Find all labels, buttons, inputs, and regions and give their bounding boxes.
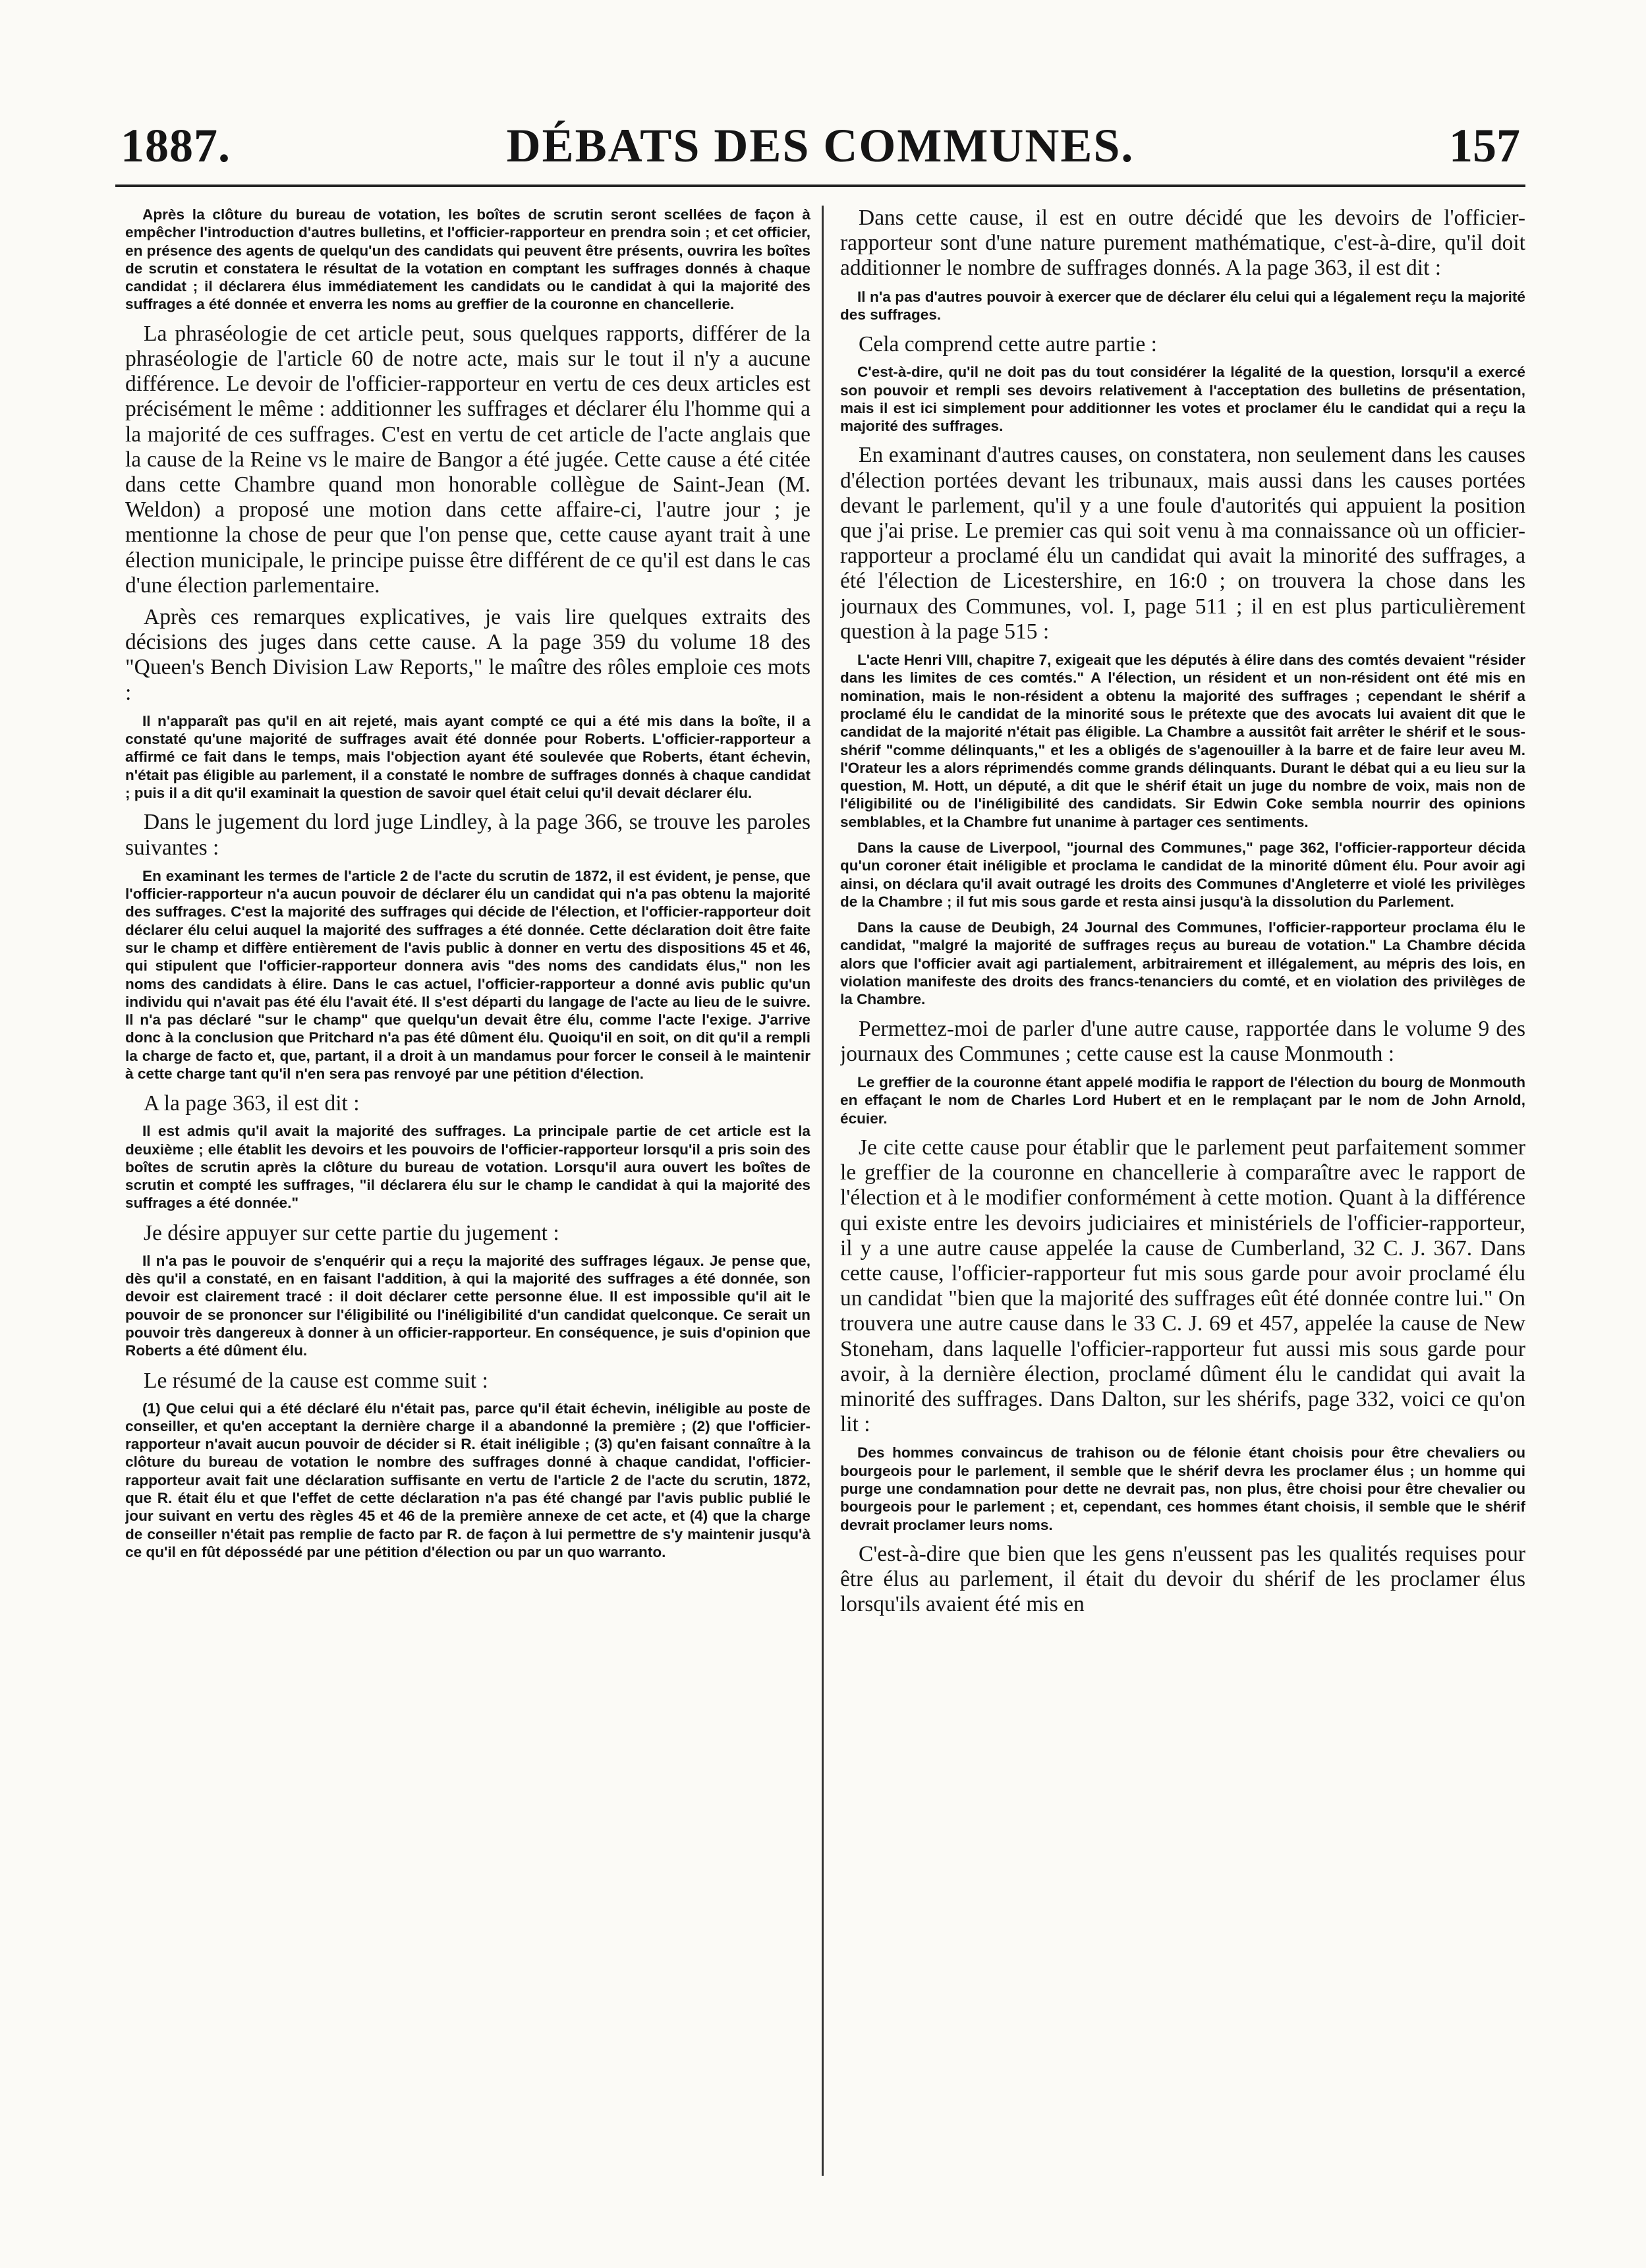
right-column [840,206,1525,2182]
body-paragraph: Après ces remarques explicatives, je vais lire quelques extraits des décisions des juges dans cette cause. A la page 359 du volume 18 des "Queen's Bench Division Law Reports," le maître des rôles emploie ces mots : [125,605,810,705]
column-divider [822,206,824,2176]
left-column [125,206,810,2182]
body-paragraph: A la page 363, il est dit : [144,1091,360,1116]
header-year: 1887. [121,119,231,172]
body-paragraph: La phraséologie de cet article peut, sous quelques rapports, différer de la phraséologie de l'article 60 de notre acte, mais sur le tout il n'y a aucune différence. Le devoir de l'officier-rapporteur en vertu de ces deux articles est précisément le même : additionner les suffrages et déclarer élu l'homme qui a la majorité de ces suffrages. C'est en vertu de cet article de l'acte anglais que la cause de la Reine vs le maire de Bangor a été jugée. Cette cause a été citée dans cette Chambre quand mon honorable collègue de Saint-Jean (M. Weldon) a proposé une motion dans cette affaire-ci, l'autre jour ; je mentionne la chose de peur que l'on pense que, cette cause ayant trait à une élection municipale, le principe puisse être différent de ce qu'il est dans le cas d'une élection parlementaire. [125,321,810,598]
body-paragraph: En examinant d'autres causes, on constatera, non seulement dans les causes d'élection portées devant les tribunaux, mais aussi dans les causes portées devant le parlement, qu'il y a une foule d'autorités qui appuient la position que j'ai prise. Le premier cas qui soit venu à ma connaissance où un officier-rapporteur a proclamé élu un candidat qui avait la minorité des suffrages, a été l'élection de Licestershire, en 16:0 ; on trouvera la chose dans les journaux des Communes, vol. I, page 511 ; il en est plus particulièrement question à la page 515 : [840,443,1525,644]
body-paragraph: Le résumé de la cause est comme suit : [144,1368,488,1393]
quote-paragraph: Il est admis qu'il avait la majorité des suffrages. La principale partie de cet article est la deuxième ; elle établit les devoirs et les pouvoirs de l'officier-rapporteur lorsqu'il a pris soin des boîtes de scrutin après la clôture du bureau de votation. Lorsqu'il aura ouvert les boîtes de scrutin et compté les suffrages, "il déclarera élu sur le champ le candidat à qui la majorité des suffrages a été donnée." [125,1123,810,1212]
header-title: DÉBATS DES COMMUNES. [506,119,1135,172]
body-paragraph: Dans le jugement du lord juge Lindley, à la page 366, se trouve les paroles suivantes : [125,810,810,860]
quote-paragraph: Dans la cause de Liverpool, "journal des Communes," page 362, l'officier-rapporteur décida qu'un coroner était inéligible et proclama le candidat de la minorité dûment élu. Pour avoir agi ainsi, on déclara qu'il avait outragé les droits des Communes d'Angleterre et violé les privilèges de la Chambre ; il fut mis sous garde et resta ainsi jusqu'à la dissolution du Parlement. [840,839,1525,910]
quote-paragraph: Il n'a pas d'autres pouvoir à exercer que de déclarer élu celui qui a légalement reçu la majorité des suffrages. [840,288,1525,323]
quote-paragraph: Après la clôture du bureau de votation, les boîtes de scrutin seront scellées de façon à empêcher l'introduction d'autres bulletins, et l'officier-rapporteur en prendra soin ; et cet officier, en présence des agents de quelqu'un des candidats qui peuvent être présents, ouvrira les boîtes de scrutin et constatera le résultat de la votation en comptant les suffrages donnés à chaque candidat ; il déclarera élus immédiatement les candidats ou le candidat à qui la majorité des suffrages a été donnée et enverra les noms au greffier de la couronne en chancellerie. [125,206,810,313]
header-page-number: 157 [1449,119,1520,172]
body-paragraph: Dans cette cause, il est en outre décidé que les devoirs de l'officier-rapporteur sont d'une nature purement mathématique, c'est-à-dire, qu'il doit additionner le nombre de suffrages donnés. A la page 363, il est dit : [840,206,1525,281]
body-paragraph: Cela comprend cette autre partie : [859,332,1157,357]
page-header [115,112,1525,187]
quote-paragraph: Des hommes convaincus de trahison ou de félonie étant choisis pour être chevaliers ou bourgeois pour le parlement, il semble que le shérif devra les proclamer élus ; un homme qui purge une condamnation pour dette ne devrait pas, non plus, être choisi pour être chevalier ou bourgeois pour le parlement ; et, cependant, ces hommes étant choisis, il semble que le shérif devrait proclamer leurs noms. [840,1444,1525,1533]
quote-paragraph: Il n'apparaît pas qu'il en ait rejeté, mais ayant compté ce qui a été mis dans la boîte, il a constaté qu'une majorité de suffrages avait été donnée pour Roberts. L'officier-rapporteur a affirmé ce fait dans le temps, mais l'objection ayant été soulevée que Roberts, étant échevin, n'était pas éligible au parlement, il a constaté le nombre de suffrages donnés à chaque candidat ; puis il a dit qu'il examinait la question de savoir quel était celui qu'il devait déclarer élu. [125,712,810,802]
quote-paragraph: (1) Que celui qui a été déclaré élu n'était pas, parce qu'il était échevin, inéligible au poste de conseiller, et qu'en acceptant la dernière charge il a abandonné la première ; (2) que l'officier-rapporteur n'avait aucun pouvoir de décider si R. était inéligible ; (3) qu'en faisant connaître à la clôture du bureau de votation le nombre des suffrages donné à chaque candidat, l'officier-rapporteur avait fait une déclaration suffisante en vertu de l'article 2 de l'acte du scrutin, 1872, que R. était élu et que l'effet de cette déclaration n'a pas été changé par l'avis public publié le jour suivant en vertu des règles 45 et 46 de la première annexe de cet acte, et (4) que la charge de conseiller n'était pas remplie de facto par R. de façon à lui permettre de s'y maintenir jusqu'à ce qu'il en fût dépossédé par une pétition d'élection ou par un quo warranto. [125,1400,810,1560]
quote-paragraph: C'est-à-dire, qu'il ne doit pas du tout considérer la légalité de la question, lorsqu'il a exercé son pouvoir et rempli ses devoirs relativement à l'acceptation des bulletins de présentation, mais il est ici simplement pour additionner les votes et proclamer élu le candidat qui a reçu la majorité des suffrages. [840,364,1525,435]
body-paragraph: C'est-à-dire que bien que les gens n'eussent pas les qualités requises pour être élus au parlement, il était du devoir du shérif de les proclamer élus lorsqu'ils avaient été mis en [840,1541,1525,1617]
body-paragraph: Permettez-moi de parler d'une autre cause, rapportée dans le volume 9 des journaux des Communes ; cette cause est la cause Monmouth : [840,1016,1525,1066]
quote-paragraph: Dans la cause de Deubigh, 24 Journal des Communes, l'officier-rapporteur proclama élu le candidat, "malgré la majorité de suffrages reçus au bureau de votation." La Chambre décida alors que l'officier avait agi partialement, arbitrairement et illégalement, au mépris des lois, en violation manifeste des droits des francs-tenanciers du comté, et en violation des privilèges de la Chambre. [840,919,1525,1008]
body-paragraph: Je désire appuyer sur cette partie du jugement : [144,1220,559,1245]
quote-paragraph: Le greffier de la couronne étant appelé modifia le rapport de l'élection du bourg de Monmouth en effaçant le nom de Charles Lord Hubert et en le remplaçant par le nom de John Arnold, écuier. [840,1074,1525,1127]
quote-paragraph: En examinant les termes de l'article 2 de l'acte du scrutin de 1872, il est évident, je pense, que l'officier-rapporteur n'a aucun pouvoir de déclarer élu un candidat qui n'a pas obtenu la majorité des suffrages. C'est la majorité des suffrages qui décide de l'élection, et l'officier-rapporteur doit déclarer élu celui auquel la majorité des suffrages a été donnée. Cette déclaration doit être faite sur le champ et diffère entièrement de l'avis public à donner en vertu des dispositions 45 et 46, qui stipulent que l'officier-rapporteur donnera avis "des noms des candidats élus," non les noms des candidats à élire. Dans le cas actuel, l'officier-rapporteur a donné avis public qu'un individu qui n'avait pas été élu l'avait été. Il s'est départi du langage de l'acte au lieu de le suivre. Il n'a pas déclaré "sur le champ" que quelqu'un devait être élu, comme l'acte l'exige. J'arrive donc à la conclusion que Pritchard n'a pas été dûment élu. Quoiqu'il en soit, on dit qu'il a rempli la charge de facto et, que, partant, il a droit à un mandamus pour forcer le conseil à le maintenir à cette charge tant qu'il n'en sera pas renvoyé par une pétition d'élection. [125,867,810,1082]
quote-paragraph: L'acte Henri VIII, chapitre 7, exigeait que les députés à élire dans des comtés devaient "résider dans les limites de ces comtés." A l'élection, un résident et un non-résident ont été mis en nomination, mais le non-résident a obtenu la majorité des suffrages ; cependant le shérif a proclamé élu le candidat de la minorité sous le prétexte que des avocats lui avaient dit que le candidat de la majorité n'était pas éligible. La Chambre a aussitôt fait arrêter le shérif et le sous-shérif "comme délinquants," et les a obligés de s'agenouiller à la barre et de faire leur aveu M. l'Orateur les a alors réprimendés comme grands délinquants. Durant le débat qui a eu lieu sur la question, M. Hott, un député, a dit que le shérif était un juge du nombre de voix, mais non de l'éligibilité ou de l'inéligibilité des candidats. Sir Edwin Coke sembla nourrir des opinions semblables, et la Chambre fut unanime à partager ces sentiments. [840,652,1525,830]
body-paragraph: Je cite cette cause pour établir que le parlement peut parfaitement sommer le greffier de la couronne en chancellerie à comparaître avec le rapport de l'élection et à le modifier conformément à cette motion. Quant à la différence qui existe entre les devoirs judiciaires et ministériels de l'officier-rapporteur, il y a une autre cause appelée la cause de Cumberland, 32 C. J. 367. Dans cette cause, l'officier-rapporteur fut mis sous garde pour avoir proclamé élu un candidat "bien que la majorité des suffrages eût été donnée contre lui." On trouvera une autre cause dans le 33 C. J. 69 et 457, appelée la cause de New Stoneham, dans laquelle l'officier-rapporteur fut aussi mis sous garde pour avoir, à la dernière élection, proclamé dûment élu le candidat qui avait la minorité des suffrages. Dans Dalton, sur les shérifs, page 332, voici ce qu'on lit : [840,1135,1525,1437]
quote-paragraph: Il n'a pas le pouvoir de s'enquérir qui a reçu la majorité des suffrages légaux. Je pense que, dès qu'il a constaté, en en faisant l'addition, à qui la majorité des suffrages a été donnée, son devoir est clairement tracé : il doit déclarer cette personne élue. Il est impossible qu'il ait le pouvoir de se prononcer sur l'éligibilité ou l'inéligibilité d'un candidat quelconque. Ce serait un pouvoir très dangereux à donner à un officier-rapporteur. En conséquence, je suis d'opinion que Roberts a été dûment élu. [125,1252,810,1359]
